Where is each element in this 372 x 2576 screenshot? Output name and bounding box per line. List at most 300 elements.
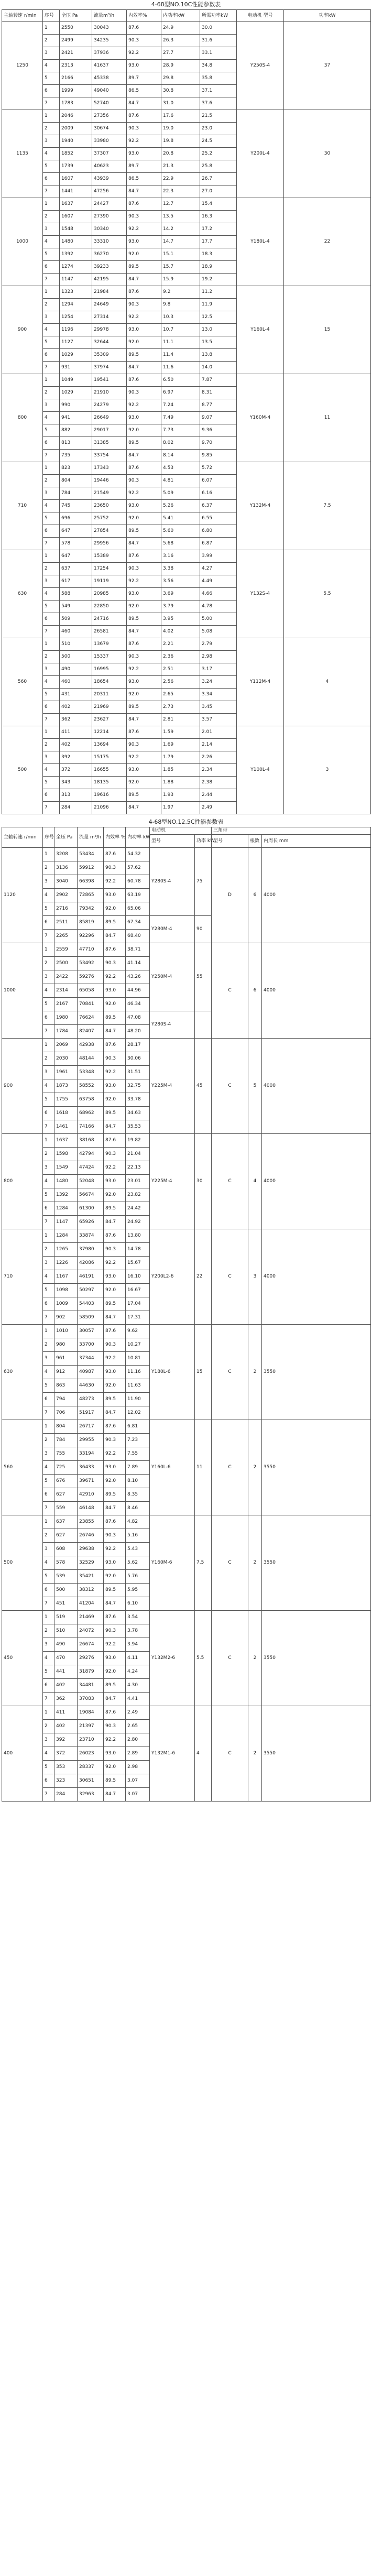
- motor-power-cell: 5.5: [195, 1611, 212, 1706]
- table1-value-cell: 8.77: [200, 399, 237, 412]
- table2-value-cell: 36433: [78, 1461, 104, 1475]
- table2-value-cell: 90.3: [104, 1720, 126, 1733]
- table1-value-cell: 84.7: [127, 274, 161, 286]
- table1-value-cell: 4.27: [200, 563, 237, 575]
- table2-value-cell: 84.7: [104, 1788, 126, 1802]
- table1-value-cell: 1607: [60, 173, 92, 185]
- table2-value-cell: 92.2: [104, 1447, 126, 1461]
- table2-value-cell: 44630: [78, 1379, 104, 1393]
- speed-cell: 500: [2, 1515, 43, 1611]
- table1-value-cell: 28.9: [161, 60, 200, 72]
- table1-value-cell: 49040: [92, 85, 127, 97]
- motor-power-cell: 7.5: [284, 462, 371, 550]
- table2-value-cell: 40987: [78, 1366, 104, 1379]
- table1-caption: 4-68型NO.10C性能参数表: [151, 1, 221, 8]
- table2-value-cell: 451: [54, 1597, 78, 1611]
- motor-model-cell: Y200L2-6: [150, 1229, 195, 1325]
- table1-value-cell: 617: [60, 575, 92, 588]
- table1-value-cell: 1441: [60, 185, 92, 198]
- table2-value-cell: 2716: [54, 902, 78, 916]
- motor-model-cell: Y180L-4: [237, 198, 284, 286]
- table2-value-cell: 5: [43, 902, 54, 916]
- table2-value-cell: 46191: [78, 1270, 104, 1284]
- table2-value-cell: 43.26: [126, 970, 150, 984]
- motor-model-cell: Y200L-4: [237, 110, 284, 198]
- table2-value-cell: 5: [43, 1570, 54, 1584]
- table1-value-cell: 6.50: [161, 374, 200, 387]
- table2-value-cell: 84.7: [104, 930, 126, 943]
- table1-value-cell: 27.0: [200, 185, 237, 198]
- table1-value-cell: 26581: [92, 626, 127, 638]
- table1-value-cell: 11.6: [161, 362, 200, 374]
- table1-value-cell: 6: [43, 85, 60, 97]
- table1-value-cell: 23.0: [200, 123, 237, 135]
- table1-value-cell: 460: [60, 626, 92, 638]
- table1-value-cell: 1852: [60, 148, 92, 160]
- table2-value-cell: 68962: [78, 1107, 104, 1120]
- table1-value-cell: 2046: [60, 110, 92, 123]
- speed-cell: 710: [2, 1229, 43, 1325]
- table2-value-cell: 608: [54, 1543, 78, 1556]
- table2-header-cell: 根数: [248, 835, 262, 848]
- table2-value-cell: 93.0: [104, 1556, 126, 1570]
- table1-value-cell: 1: [43, 198, 60, 211]
- table1-value-cell: 10.7: [161, 324, 200, 336]
- table2-value-cell: 3: [43, 1447, 54, 1461]
- table2-value-cell: 29276: [78, 1652, 104, 1665]
- table2-value-cell: 706: [54, 1406, 78, 1420]
- table2-value-cell: 46.34: [126, 998, 150, 1011]
- table1-value-cell: 19446: [92, 475, 127, 487]
- table1-value-cell: 2: [43, 35, 60, 47]
- table2-value-cell: 6: [43, 1202, 54, 1216]
- table2-value-cell: 5: [43, 1379, 54, 1393]
- motor-power-cell: 4: [195, 1706, 212, 1802]
- table1-value-cell: 4: [43, 764, 60, 777]
- table1-value-cell: 2.79: [200, 638, 237, 651]
- motor-model-cell: Y160M-4: [237, 374, 284, 462]
- table1-value-cell: 84.7: [127, 450, 161, 462]
- table2-value-cell: 16.67: [126, 1284, 150, 1297]
- table1-value-cell: 343: [60, 777, 92, 789]
- table2-value-cell: 7: [43, 1311, 54, 1325]
- table1-value-cell: 29978: [92, 324, 127, 336]
- table1-value-cell: 3: [43, 223, 60, 236]
- table2-value-cell: 90.3: [104, 1148, 126, 1161]
- table1-value-cell: 19.2: [200, 274, 237, 286]
- table1-value-cell: 21969: [92, 701, 127, 714]
- table1-value-cell: 3.95: [161, 613, 200, 626]
- belt-model-cell: D: [212, 848, 248, 943]
- table1-value-cell: 26.7: [200, 173, 237, 185]
- table2-value-cell: 11.63: [126, 1379, 150, 1393]
- table2-value-cell: 4: [43, 1747, 54, 1761]
- table2-value-cell: 90.3: [104, 861, 126, 875]
- table1-value-cell: 5.60: [161, 525, 200, 538]
- table2-value-cell: 87.6: [104, 1515, 126, 1529]
- table1-value-cell: 1607: [60, 211, 92, 223]
- table2-value-cell: 21397: [78, 1720, 104, 1733]
- table1-value-cell: 5: [43, 248, 60, 261]
- table2-value-cell: 10.81: [126, 1352, 150, 1366]
- table1-value-cell: 19.8: [161, 135, 200, 148]
- table1-value-cell: 22.9: [161, 173, 200, 185]
- table2-value-cell: 29638: [78, 1543, 104, 1556]
- table1-value-cell: 402: [60, 739, 92, 751]
- table1-value-cell: 6.37: [200, 500, 237, 512]
- table1-value-cell: 6: [43, 525, 60, 538]
- table1-value-cell: 1637: [60, 198, 92, 211]
- table1-row: [2, 286, 371, 299]
- table2-value-cell: 92.2: [104, 1161, 126, 1175]
- table1-value-cell: 7.24: [161, 399, 200, 412]
- table2-value-cell: 79342: [78, 902, 104, 916]
- table2-value-cell: 2: [43, 1434, 54, 1447]
- table2-value-cell: 5.43: [126, 1543, 150, 1556]
- table1-value-cell: 3: [43, 751, 60, 764]
- table1-value-cell: 84.7: [127, 185, 161, 198]
- table2-value-cell: 33.78: [126, 1093, 150, 1107]
- table2-value-cell: 6: [43, 1011, 54, 1025]
- table1-performance-no10c: [2, 9, 371, 814]
- table1-value-cell: 15.1: [161, 248, 200, 261]
- table2-value-cell: 6: [43, 1393, 54, 1406]
- table1-value-cell: 5: [43, 424, 60, 437]
- table2-value-cell: 7: [43, 1502, 54, 1515]
- table1-value-cell: 7: [43, 97, 60, 110]
- table1-value-cell: 1940: [60, 135, 92, 148]
- table1-value-cell: 20311: [92, 689, 127, 701]
- table1-value-cell: 6: [43, 437, 60, 450]
- table1-value-cell: 4.66: [200, 588, 237, 601]
- table1-value-cell: 8.14: [161, 450, 200, 462]
- belt-count-cell: 2: [248, 1515, 262, 1611]
- table2-header-cell: 内功率 kW: [126, 827, 150, 848]
- table1-value-cell: 8.31: [200, 387, 237, 399]
- table1-value-cell: 5: [43, 777, 60, 789]
- table1-value-cell: 26649: [92, 412, 127, 424]
- table2-value-cell: 470: [54, 1652, 78, 1665]
- table1-value-cell: 89.5: [127, 701, 161, 714]
- table2-value-cell: 42938: [78, 1039, 104, 1052]
- table2-value-cell: 30.06: [126, 1052, 150, 1066]
- table1-value-cell: 92.0: [127, 689, 161, 701]
- table1-value-cell: 90.3: [127, 35, 161, 47]
- table2-value-cell: 1873: [54, 1079, 78, 1093]
- table1-value-cell: 30043: [92, 22, 127, 35]
- motor-model-cell: Y160L-4: [237, 286, 284, 374]
- speed-cell: 800: [2, 374, 43, 462]
- table1-value-cell: 87.6: [127, 286, 161, 299]
- table1-value-cell: 2: [43, 299, 60, 311]
- pulley-length-cell: 3550: [262, 1420, 371, 1515]
- table2-value-cell: 92.0: [104, 1379, 126, 1393]
- table2-value-cell: 1147: [54, 1216, 78, 1229]
- table2-value-cell: 92.2: [104, 1543, 126, 1556]
- table1-value-cell: 3: [43, 399, 60, 412]
- table2-value-cell: 32529: [78, 1556, 104, 1570]
- table1-value-cell: 90.3: [127, 739, 161, 751]
- motor-power-cell: 15: [284, 286, 371, 374]
- table2-value-cell: 72865: [78, 889, 104, 902]
- belt-model-cell: C: [212, 1134, 248, 1229]
- table2-value-cell: 804: [54, 1420, 78, 1434]
- table1-value-cell: 86.5: [127, 85, 161, 97]
- table2-value-cell: 4.11: [126, 1652, 150, 1665]
- belt-count-cell: 5: [248, 1039, 262, 1134]
- table1-value-cell: 19541: [92, 374, 127, 387]
- table1-value-cell: 647: [60, 550, 92, 563]
- table2-value-cell: 4: [43, 1556, 54, 1570]
- table1-value-cell: 17254: [92, 563, 127, 575]
- table1-value-cell: 2.51: [161, 663, 200, 676]
- table1-value-cell: 1029: [60, 387, 92, 399]
- table2-value-cell: 46148: [78, 1502, 104, 1515]
- table1-value-cell: 509: [60, 613, 92, 626]
- table1-value-cell: 1.59: [161, 726, 200, 739]
- speed-cell: 1135: [2, 110, 43, 198]
- table2-value-cell: 21469: [78, 1611, 104, 1624]
- table1-value-cell: 90.3: [127, 211, 161, 223]
- table1-value-cell: 35309: [92, 349, 127, 362]
- table1-value-cell: 4.78: [200, 601, 237, 613]
- speed-cell: 630: [2, 1325, 43, 1420]
- table1-value-cell: 2: [43, 739, 60, 751]
- table2-value-cell: 14.78: [126, 1243, 150, 1257]
- table2-value-cell: 87.6: [104, 1325, 126, 1338]
- table2-value-cell: 82407: [78, 1025, 104, 1039]
- table1-value-cell: 84.7: [127, 626, 161, 638]
- table2-value-cell: 89.5: [104, 1679, 126, 1693]
- table2-value-cell: 2.80: [126, 1733, 150, 1747]
- table1-value-cell: 2.34: [200, 764, 237, 777]
- table2-value-cell: 87.6: [104, 1420, 126, 1434]
- table1-value-cell: 2.38: [200, 777, 237, 789]
- table1-value-cell: 4.02: [161, 626, 200, 638]
- belt-model-cell: C: [212, 1229, 248, 1325]
- table2-value-cell: 5: [43, 1093, 54, 1107]
- table2-value-cell: 57.62: [126, 861, 150, 875]
- table2-value-cell: 17.04: [126, 1297, 150, 1311]
- table1-value-cell: 29956: [92, 538, 127, 550]
- table2-header-cell: 全压 Pa: [54, 827, 78, 848]
- table1-value-cell: 89.5: [127, 789, 161, 802]
- motor-power-cell: 90: [195, 916, 212, 943]
- table2-value-cell: 93.0: [104, 1079, 126, 1093]
- table2-value-cell: 90.3: [104, 1434, 126, 1447]
- table2-value-cell: 6: [43, 916, 54, 930]
- belt-model-cell: C: [212, 1325, 248, 1420]
- table1-value-cell: 93.0: [127, 60, 161, 72]
- table1-value-cell: 14.2: [161, 223, 200, 236]
- table2-value-cell: 2: [43, 1243, 54, 1257]
- belt-model-cell: C: [212, 1039, 248, 1134]
- motor-model-cell: Y225M-4: [150, 1134, 195, 1229]
- table2-row: [2, 848, 371, 861]
- table2-value-cell: 47710: [78, 943, 104, 957]
- table2-value-cell: 56674: [78, 1188, 104, 1202]
- table1-value-cell: 89.5: [127, 613, 161, 626]
- table1-value-cell: 784: [60, 487, 92, 500]
- table2-value-cell: 6: [43, 1584, 54, 1597]
- speed-cell: 900: [2, 1039, 43, 1134]
- table1-value-cell: 647: [60, 525, 92, 538]
- table2-value-cell: 7: [43, 1025, 54, 1039]
- table1-value-cell: 21.3: [161, 160, 200, 173]
- table1-value-cell: 14.0: [200, 362, 237, 374]
- table2-header-cell: 三角带: [212, 827, 371, 835]
- table1-value-cell: 37.1: [200, 85, 237, 97]
- table2-value-cell: 3.54: [126, 1611, 150, 1624]
- table2-value-cell: 7: [43, 1406, 54, 1420]
- table1-value-cell: 24279: [92, 399, 127, 412]
- table2-value-cell: 89.5: [104, 1297, 126, 1311]
- table2-value-cell: 67.34: [126, 916, 150, 930]
- table2-value-cell: 2314: [54, 984, 78, 998]
- table2-value-cell: 41204: [78, 1597, 104, 1611]
- table1-value-cell: 6: [43, 173, 60, 185]
- table1-value-cell: 1480: [60, 236, 92, 248]
- table1-value-cell: 31.0: [161, 97, 200, 110]
- speed-cell: 800: [2, 1134, 43, 1229]
- table2-value-cell: 89.5: [104, 1488, 126, 1502]
- table2-header-cell: 型号: [212, 835, 248, 848]
- table2-value-cell: 7: [43, 1216, 54, 1229]
- table2-value-cell: 8.46: [126, 1502, 150, 1515]
- table1-value-cell: 29017: [92, 424, 127, 437]
- table1-value-cell: 93.0: [127, 412, 161, 424]
- table2-value-cell: 92.2: [104, 875, 126, 889]
- table2-row: [2, 943, 371, 957]
- table2-value-cell: 92.2: [104, 1352, 126, 1366]
- table1-value-cell: 23627: [92, 714, 127, 726]
- table2-value-cell: 90.3: [104, 957, 126, 970]
- table2-value-cell: 2167: [54, 998, 78, 1011]
- belt-count-cell: 4: [248, 1134, 262, 1229]
- table2-value-cell: 7: [43, 1788, 54, 1802]
- table2-value-cell: 755: [54, 1447, 78, 1461]
- table1-value-cell: 2.65: [161, 689, 200, 701]
- table2-value-cell: 7.23: [126, 1434, 150, 1447]
- table1-value-cell: 40623: [92, 160, 127, 173]
- table1-value-cell: 84.7: [127, 714, 161, 726]
- table1-value-cell: 90.3: [127, 387, 161, 399]
- table1-value-cell: 823: [60, 462, 92, 475]
- table1-value-cell: 1323: [60, 286, 92, 299]
- table2-value-cell: 74166: [78, 1120, 104, 1134]
- table2-header-cell: 流量 m³/h: [78, 827, 104, 848]
- table2-value-cell: 3136: [54, 861, 78, 875]
- table2-value-cell: 5: [43, 1761, 54, 1774]
- pulley-length-cell: 3550: [262, 1325, 371, 1420]
- table2-value-cell: 1: [43, 1134, 54, 1148]
- table1-value-cell: 92.0: [127, 777, 161, 789]
- table1-value-cell: 2.21: [161, 638, 200, 651]
- table1-value-cell: 1: [43, 22, 60, 35]
- table1-value-cell: 20985: [92, 588, 127, 601]
- table1-value-cell: 431: [60, 689, 92, 701]
- table2-value-cell: 48144: [78, 1052, 104, 1066]
- table2-header-cell: 内效率 %: [104, 827, 126, 848]
- table2-value-cell: 54.32: [126, 848, 150, 861]
- belt-count-cell: 6: [248, 943, 262, 1039]
- table1-value-cell: 372: [60, 764, 92, 777]
- table2-value-cell: 1980: [54, 1011, 78, 1025]
- table2-value-cell: 61300: [78, 1202, 104, 1216]
- table1-value-cell: 92.2: [127, 575, 161, 588]
- table1-value-cell: 84.7: [127, 97, 161, 110]
- table1-value-cell: 11.4: [161, 349, 200, 362]
- table1-value-cell: 92.0: [127, 512, 161, 525]
- table1-value-cell: 92.2: [127, 751, 161, 764]
- table1-value-cell: 89.5: [127, 261, 161, 274]
- table1-header-cell: 所需功率kW: [200, 10, 237, 22]
- table2-value-cell: 4: [43, 984, 54, 998]
- motor-power-cell: 30: [195, 1134, 212, 1229]
- table1-value-cell: 27.7: [161, 47, 200, 60]
- table1-value-cell: 313: [60, 789, 92, 802]
- table1-value-cell: 5: [43, 72, 60, 85]
- table2-value-cell: 500: [54, 1584, 78, 1597]
- table2-value-cell: 24.42: [126, 1202, 150, 1216]
- table2-value-cell: 2: [43, 861, 54, 875]
- table1-value-cell: 32644: [92, 336, 127, 349]
- table1-header-cell: 全压 Pa: [60, 10, 92, 22]
- table2-value-cell: 362: [54, 1693, 78, 1706]
- table2-value-cell: 93.0: [104, 984, 126, 998]
- table1-value-cell: 16655: [92, 764, 127, 777]
- table1-value-cell: 3: [43, 487, 60, 500]
- table1-value-cell: 13.5: [200, 336, 237, 349]
- belt-count-cell: 2: [248, 1611, 262, 1706]
- table2-value-cell: 89.5: [104, 1393, 126, 1406]
- table2-value-cell: 7: [43, 1120, 54, 1134]
- table2-performance-no125c: [2, 827, 371, 1802]
- speed-cell: 450: [2, 1611, 43, 1706]
- table2-value-cell: 6.81: [126, 1420, 150, 1434]
- table1-row: [2, 22, 371, 35]
- table1-header-row: [2, 10, 371, 22]
- table2-row: [2, 1611, 371, 1624]
- table1-value-cell: 37974: [92, 362, 127, 374]
- speed-cell: 560: [2, 638, 43, 726]
- table2-value-cell: 92.2: [104, 1638, 126, 1652]
- table2-value-cell: 26717: [78, 1420, 104, 1434]
- table1-header-cell: 主轴转速 r/min: [2, 10, 43, 22]
- table1-value-cell: 1783: [60, 97, 92, 110]
- table1-value-cell: 34.8: [200, 60, 237, 72]
- table2-value-cell: 725: [54, 1461, 78, 1475]
- table2-value-cell: 3: [43, 1543, 54, 1556]
- table2-value-cell: 784: [54, 1434, 78, 1447]
- table1-value-cell: 5.68: [161, 538, 200, 550]
- table1-value-cell: 5.26: [161, 500, 200, 512]
- table2-value-cell: 42086: [78, 1257, 104, 1270]
- table2-value-cell: 15.67: [126, 1257, 150, 1270]
- table1-value-cell: 3.69: [161, 588, 200, 601]
- table1-value-cell: 460: [60, 676, 92, 689]
- table1-value-cell: 14.7: [161, 236, 200, 248]
- table2-value-cell: 490: [54, 1638, 78, 1652]
- table1-value-cell: 2009: [60, 123, 92, 135]
- table1-value-cell: 6: [43, 349, 60, 362]
- table2-row: [2, 1039, 371, 1052]
- table1-row: [2, 198, 371, 211]
- table2-value-cell: 4: [43, 1079, 54, 1093]
- pulley-length-cell: 4000: [262, 848, 371, 943]
- table1-value-cell: 89.7: [127, 72, 161, 85]
- table1-value-cell: 92.0: [127, 601, 161, 613]
